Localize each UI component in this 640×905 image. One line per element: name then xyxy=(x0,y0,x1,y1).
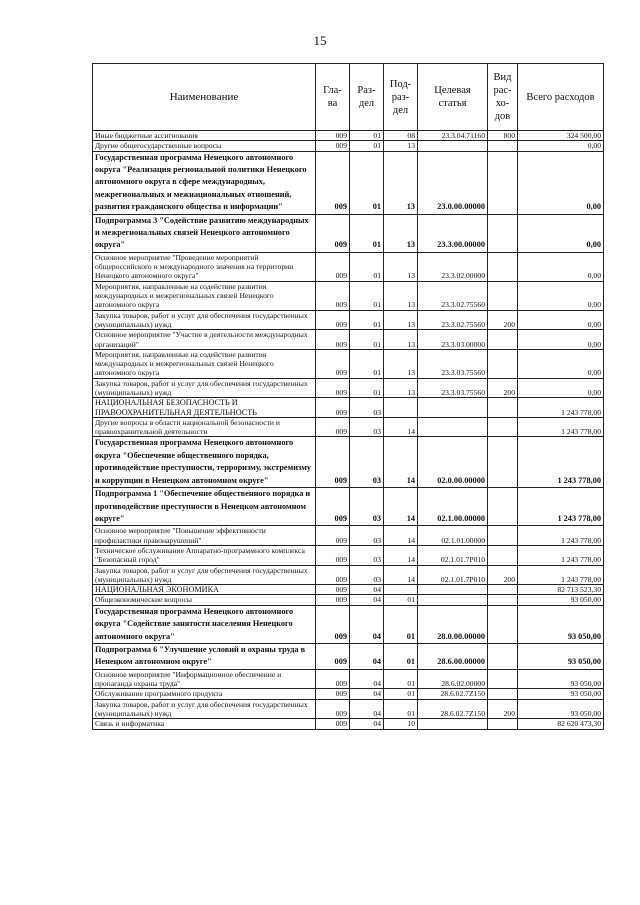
row-expense-type: 200 xyxy=(488,378,518,398)
row-expense-type: 200 xyxy=(488,699,518,719)
row-expense-type: 200 xyxy=(488,310,518,330)
row-total: 82 620 473,30 xyxy=(518,719,604,729)
row-total: 0,00 xyxy=(518,151,604,214)
row-section: 04 xyxy=(350,605,384,643)
row-expense-type xyxy=(488,252,518,281)
table-header xyxy=(93,64,604,131)
row-name: Государственная программа Ненецкого автономного округа "Обеспечение общественного порядка, противодействие преступности, терроризму, экстремизму и коррупции в Ненецком автономном округе" xyxy=(93,437,316,488)
row-section: 03 xyxy=(350,565,384,585)
row-name: Основное мероприятие "Повышение эффективности профилактики правонарушений" xyxy=(93,526,316,546)
row-total: 1 243 778,00 xyxy=(518,437,604,488)
row-article xyxy=(418,398,488,418)
row-section: 04 xyxy=(350,719,384,729)
row-total: 0,00 xyxy=(518,141,604,151)
row-name: НАЦИОНАЛЬНАЯ ЭКОНОМИКА xyxy=(93,585,316,595)
row-subsection: 01 xyxy=(384,595,418,605)
row-subsection: 01 xyxy=(384,689,418,699)
row-name: Подпрограмма 3 "Содействие развитию международных и межрегиональных связей Ненецкого автономного округа" xyxy=(93,214,316,252)
table-row xyxy=(93,643,604,669)
table-row xyxy=(93,349,604,378)
row-section: 04 xyxy=(350,595,384,605)
row-section: 04 xyxy=(350,699,384,719)
row-total: 93 050,00 xyxy=(518,643,604,669)
row-subsection: 10 xyxy=(384,719,418,729)
row-subsection xyxy=(384,585,418,595)
row-total: 1 243 778,00 xyxy=(518,545,604,565)
row-section: 04 xyxy=(350,689,384,699)
row-article: 23.3.03.00000 xyxy=(418,330,488,350)
row-article: 28.6.02.00000 xyxy=(418,669,488,689)
row-article xyxy=(418,417,488,437)
row-total: 0,00 xyxy=(518,330,604,350)
table-row xyxy=(93,488,604,526)
row-section: 04 xyxy=(350,669,384,689)
row-chapter: 009 xyxy=(316,398,350,418)
table-row xyxy=(93,526,604,546)
row-article: 23.3.00.00000 xyxy=(418,214,488,252)
row-total: 1 243 778,00 xyxy=(518,526,604,546)
row-section: 03 xyxy=(350,417,384,437)
row-name: Обслуживание программного продукта xyxy=(93,689,316,699)
table-row xyxy=(93,131,604,141)
row-chapter: 009 xyxy=(316,643,350,669)
row-name: НАЦИОНАЛЬНАЯ БЕЗОПАСНОСТЬ И ПРАВООХРАНИТЕЛЬНАЯ ДЕЯТЕЛЬНОСТЬ xyxy=(93,398,316,418)
row-total: 1 243 778,00 xyxy=(518,488,604,526)
row-section: 03 xyxy=(350,398,384,418)
row-article: 02.1.01.00000 xyxy=(418,526,488,546)
row-subsection: 13 xyxy=(384,349,418,378)
row-chapter: 009 xyxy=(316,252,350,281)
row-chapter: 009 xyxy=(316,330,350,350)
table-row xyxy=(93,545,604,565)
row-name: Иные бюджетные ассигнования xyxy=(93,131,316,141)
row-name: Государственная программа Ненецкого автономного округа "Содействие занятости населения Ненецкого автономного округа" xyxy=(93,605,316,643)
row-expense-type xyxy=(488,398,518,418)
row-subsection: 13 xyxy=(384,252,418,281)
row-chapter: 009 xyxy=(316,281,350,310)
row-article: 23.0.00.00000 xyxy=(418,151,488,214)
row-total: 0,00 xyxy=(518,214,604,252)
header-name: Наименование xyxy=(93,64,316,131)
row-subsection: 14 xyxy=(384,565,418,585)
row-chapter: 009 xyxy=(316,595,350,605)
row-expense-type xyxy=(488,141,518,151)
row-section: 03 xyxy=(350,488,384,526)
row-name: Закупка товаров, работ и услуг для обеспечения государственных (муниципальных) нужд xyxy=(93,310,316,330)
table-row xyxy=(93,141,604,151)
row-total: 324 500,00 xyxy=(518,131,604,141)
row-total: 0,00 xyxy=(518,281,604,310)
table-row xyxy=(93,378,604,398)
row-expense-type xyxy=(488,437,518,488)
row-subsection: 14 xyxy=(384,437,418,488)
row-chapter: 009 xyxy=(316,526,350,546)
row-article: 23.3.02.75560 xyxy=(418,310,488,330)
row-subsection: 14 xyxy=(384,526,418,546)
row-total: 82 713 523,30 xyxy=(518,585,604,595)
table-body xyxy=(93,131,604,730)
row-section: 01 xyxy=(350,310,384,330)
row-name: Закупка товаров, работ и услуг для обеспечения государственных (муниципальных) нужд xyxy=(93,378,316,398)
row-total: 0,00 xyxy=(518,252,604,281)
row-article: 28.0.00.00000 xyxy=(418,605,488,643)
row-expense-type: 200 xyxy=(488,565,518,585)
budget-table xyxy=(92,63,604,730)
row-total: 93 050,00 xyxy=(518,595,604,605)
row-article: 23.3.02.75560 xyxy=(418,281,488,310)
row-chapter: 009 xyxy=(316,605,350,643)
row-section: 01 xyxy=(350,141,384,151)
row-expense-type xyxy=(488,417,518,437)
header-article: Целевая статья xyxy=(418,64,488,131)
row-expense-type xyxy=(488,689,518,699)
row-total: 1 243 778,00 xyxy=(518,398,604,418)
row-section: 01 xyxy=(350,281,384,310)
row-subsection: 14 xyxy=(384,488,418,526)
row-article: 02.1.01.7Р010 xyxy=(418,545,488,565)
table-row xyxy=(93,669,604,689)
row-total: 93 050,00 xyxy=(518,605,604,643)
row-chapter: 009 xyxy=(316,545,350,565)
table-row xyxy=(93,595,604,605)
row-subsection: 08 xyxy=(384,131,418,141)
row-name: Подпрограмма 6 "Улучшение условий и охраны труда в Ненецком автономном округе" xyxy=(93,643,316,669)
row-article: 23.3.03.75560 xyxy=(418,349,488,378)
row-total: 93 050,00 xyxy=(518,699,604,719)
row-section: 01 xyxy=(350,131,384,141)
row-chapter: 009 xyxy=(316,417,350,437)
row-total: 1 243 778,00 xyxy=(518,417,604,437)
row-name: Другие вопросы в области национальной безопасности и правоохранительной деятельности xyxy=(93,417,316,437)
row-total: 0,00 xyxy=(518,349,604,378)
row-expense-type xyxy=(488,719,518,729)
table-row xyxy=(93,585,604,595)
row-name: Мероприятия, направленные на содействие развития международных и межрегиональных связей Ненецкого автономного округа xyxy=(93,281,316,310)
row-section: 01 xyxy=(350,330,384,350)
table-row xyxy=(93,689,604,699)
row-subsection: 13 xyxy=(384,310,418,330)
row-expense-type xyxy=(488,545,518,565)
row-section: 03 xyxy=(350,437,384,488)
row-expense-type xyxy=(488,281,518,310)
row-section: 01 xyxy=(350,151,384,214)
row-total: 93 050,00 xyxy=(518,689,604,699)
row-subsection: 01 xyxy=(384,605,418,643)
row-name: Другие общегосударственные вопросы xyxy=(93,141,316,151)
table-row xyxy=(93,417,604,437)
row-article: 28.6.02.7Z150 xyxy=(418,689,488,699)
table-row xyxy=(93,565,604,585)
table-row xyxy=(93,310,604,330)
row-article: 23.3.04.71160 xyxy=(418,131,488,141)
row-chapter: 009 xyxy=(316,214,350,252)
row-subsection: 01 xyxy=(384,643,418,669)
row-chapter: 009 xyxy=(316,699,350,719)
table-row xyxy=(93,605,604,643)
row-total: 0,00 xyxy=(518,378,604,398)
row-article: 02.0.00.00000 xyxy=(418,437,488,488)
row-section: 04 xyxy=(350,643,384,669)
row-article: 23.3.02.00000 xyxy=(418,252,488,281)
row-article xyxy=(418,719,488,729)
row-article: 23.3.03.75560 xyxy=(418,378,488,398)
row-subsection: 14 xyxy=(384,417,418,437)
row-expense-type xyxy=(488,151,518,214)
row-article: 28.6.02.7Z150 xyxy=(418,699,488,719)
row-section: 01 xyxy=(350,252,384,281)
table-row xyxy=(93,699,604,719)
row-chapter: 009 xyxy=(316,585,350,595)
row-subsection: 13 xyxy=(384,330,418,350)
row-section: 03 xyxy=(350,526,384,546)
row-subsection: 13 xyxy=(384,378,418,398)
row-chapter: 009 xyxy=(316,131,350,141)
row-section: 03 xyxy=(350,545,384,565)
row-name: Общеэкономические вопросы xyxy=(93,595,316,605)
header-section: Раз- дел xyxy=(350,64,384,131)
row-name: Основное мероприятие "Информационное обеспечение и пропаганда охраны труда" xyxy=(93,669,316,689)
row-chapter: 009 xyxy=(316,310,350,330)
header-subsection: Под- раз- дел xyxy=(384,64,418,131)
row-subsection: 13 xyxy=(384,281,418,310)
row-subsection: 01 xyxy=(384,699,418,719)
table-row xyxy=(93,214,604,252)
row-total: 1 243 778,00 xyxy=(518,565,604,585)
row-chapter: 009 xyxy=(316,689,350,699)
row-section: 01 xyxy=(350,214,384,252)
row-total: 93 050,00 xyxy=(518,669,604,689)
row-chapter: 009 xyxy=(316,151,350,214)
row-article xyxy=(418,141,488,151)
row-chapter: 009 xyxy=(316,488,350,526)
row-name: Закупка товаров, работ и услуг для обеспечения государственных (муниципальных) нужд xyxy=(93,699,316,719)
table-row xyxy=(93,252,604,281)
row-total: 0,00 xyxy=(518,310,604,330)
row-chapter: 009 xyxy=(316,349,350,378)
row-expense-type xyxy=(488,643,518,669)
table-row xyxy=(93,281,604,310)
header-expense-type: Вид рас- хо- дов xyxy=(488,64,518,131)
row-name: Мероприятия, направленные на содействие развития международных и межрегиональных связей Ненецкого автономного округа xyxy=(93,349,316,378)
row-expense-type xyxy=(488,349,518,378)
row-expense-type xyxy=(488,526,518,546)
table-row xyxy=(93,437,604,488)
row-section: 01 xyxy=(350,378,384,398)
row-chapter: 009 xyxy=(316,669,350,689)
row-section: 04 xyxy=(350,585,384,595)
row-name: Основное мероприятие "Проведение мероприятий общероссийского и международного значения на территории Ненецкого автономного округа" xyxy=(93,252,316,281)
page-number: 15 xyxy=(313,33,327,48)
row-section: 01 xyxy=(350,349,384,378)
row-article: 02.1.00.00000 xyxy=(418,488,488,526)
row-expense-type xyxy=(488,214,518,252)
row-subsection: 13 xyxy=(384,151,418,214)
row-subsection: 01 xyxy=(384,669,418,689)
row-expense-type xyxy=(488,605,518,643)
row-article: 02.1.01.7Р010 xyxy=(418,565,488,585)
row-article xyxy=(418,595,488,605)
row-subsection xyxy=(384,398,418,418)
row-expense-type xyxy=(488,585,518,595)
row-expense-type xyxy=(488,669,518,689)
row-name: Закупка товаров, работ и услуг для обеспечения государственных (муниципальных) нужд xyxy=(93,565,316,585)
row-name: Подпрограмма 1 "Обеспечение общественного порядка и противодействие преступности в Ненецком автономном округе" xyxy=(93,488,316,526)
row-expense-type xyxy=(488,595,518,605)
row-subsection: 14 xyxy=(384,545,418,565)
table-row xyxy=(93,151,604,214)
row-name: Основное мероприятие "Участие в деятельности международных организаций" xyxy=(93,330,316,350)
row-expense-type xyxy=(488,330,518,350)
row-subsection: 13 xyxy=(384,141,418,151)
table-row xyxy=(93,398,604,418)
table-row xyxy=(93,330,604,350)
row-article: 28.6.00.00000 xyxy=(418,643,488,669)
row-chapter: 009 xyxy=(316,378,350,398)
row-name: Государственная программа Ненецкого автономного округа "Реализация региональной политики Ненецкого автономного округа в сфере международных, межрегиональных и межнациональных отношений, развития гражданского общества и информации" xyxy=(93,151,316,214)
row-article xyxy=(418,585,488,595)
row-name: Техническое обслуживание Аппаратно-программного комплекса "Безопасный город" xyxy=(93,545,316,565)
row-chapter: 009 xyxy=(316,565,350,585)
row-chapter: 009 xyxy=(316,141,350,151)
row-subsection: 13 xyxy=(384,214,418,252)
row-name: Связь и информатика xyxy=(93,719,316,729)
header-total: Всего расходов xyxy=(518,64,604,131)
row-chapter: 009 xyxy=(316,437,350,488)
header-chapter: Гла- ва xyxy=(316,64,350,131)
row-chapter: 009 xyxy=(316,719,350,729)
row-expense-type xyxy=(488,488,518,526)
row-expense-type: 800 xyxy=(488,131,518,141)
table-row xyxy=(93,719,604,729)
